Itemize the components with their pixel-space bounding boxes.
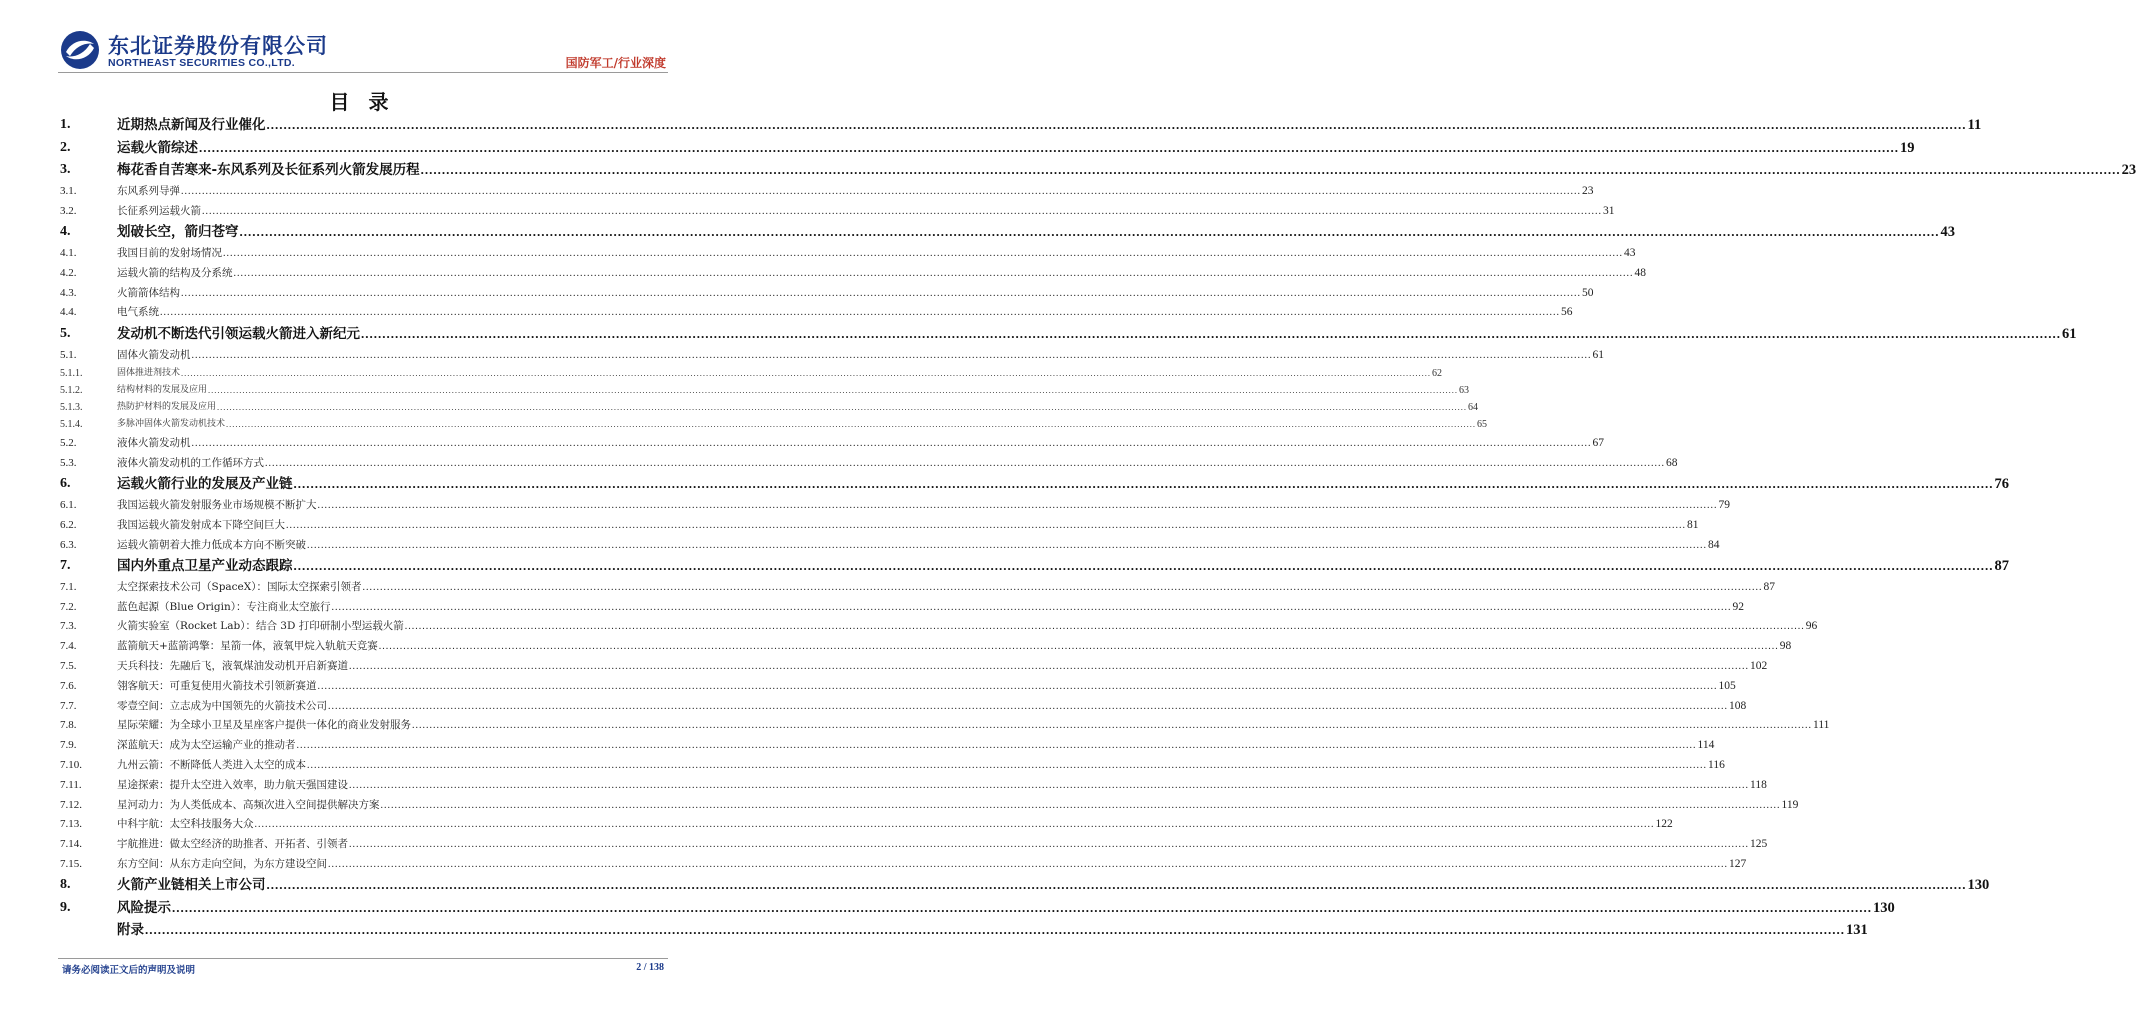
toc-entry-page: 119 — [1781, 798, 1799, 811]
header-divider — [58, 72, 668, 73]
toc-entry-number: 4.3. — [60, 286, 77, 299]
toc-entry[interactable] — [60, 322, 2077, 344]
toc-entry-page: 61 — [1592, 348, 1604, 361]
toc-entry[interactable] — [60, 919, 1868, 941]
toc-entry[interactable] — [60, 181, 1594, 201]
toc-entry-page: 84 — [1708, 538, 1720, 551]
toc-entry-page: 19 — [1900, 139, 1915, 156]
toc-entry[interactable] — [60, 201, 1615, 221]
toc-entry-number: 3. — [60, 162, 71, 178]
toc-dot-leader: ................................................................................................................................................................................................................................................................................................................................................................................................................ — [233, 267, 1634, 279]
toc-entry[interactable] — [60, 696, 1747, 716]
toc-entry-number: 7.7. — [60, 699, 77, 712]
toc-entry-page: 31 — [1603, 204, 1615, 217]
toc-entry[interactable] — [60, 834, 1768, 854]
toc-dot-leader: ................................................................................................................................................................................................................................................................................................................................................................................................................ — [331, 601, 1732, 613]
toc-dot-leader: ................................................................................................................................................................................................................................................................................................................................................................................................................ — [191, 438, 1592, 450]
toc-entry[interactable] — [60, 874, 1990, 896]
toc-dot-leader: ................................................................................................................................................................................................................................................................................................................................................................................................................ — [226, 419, 1477, 430]
toc-entry-page: 81 — [1687, 518, 1699, 531]
toc-dot-leader: ................................................................................................................................................................................................................................................................................................................................................................................................................ — [293, 476, 1994, 492]
toc-entry-title: 电气系统 — [117, 306, 159, 319]
toc-entry-page: 64 — [1468, 402, 1479, 414]
toc-entry-title: 东方空间：从东方走向空间，为东方建设空间 — [117, 858, 327, 870]
toc-entry-page: 130 — [1967, 877, 1990, 894]
toc-entry-title: 宇航推进：做太空经济的助推者、开拓者、引领者 — [117, 838, 348, 851]
toc-entry-title: 近期热点新闻及行业催化 — [117, 117, 266, 134]
toc-entry-page: 118 — [1750, 778, 1767, 791]
toc-dot-leader: ................................................................................................................................................................................................................................................................................................................................................................................................................ — [420, 162, 2121, 178]
toc-entry[interactable] — [60, 433, 1604, 453]
toc-entry-number: 7.15. — [60, 858, 82, 870]
toc-entry[interactable] — [60, 676, 1736, 696]
report-category: 国防军工/行业深度 — [565, 56, 666, 70]
toc-entry-number: 4.2. — [60, 266, 77, 279]
toc-dot-leader: ................................................................................................................................................................................................................................................................................................................................................................................................................ — [145, 922, 1845, 938]
toc-entry-number: 3.1. — [60, 184, 77, 197]
toc-entry-number: 5.1.3. — [60, 402, 83, 414]
toc-entry-number: 5.1.4. — [60, 419, 83, 431]
toc-entry-page: 92 — [1732, 600, 1744, 613]
toc-entry-page: 61 — [2062, 325, 2077, 342]
toc-entry[interactable] — [60, 854, 1747, 874]
toc-entry-number: 7.2. — [60, 600, 77, 613]
toc-entry[interactable] — [60, 473, 2009, 495]
toc-entry-page: 105 — [1718, 679, 1736, 692]
toc-entry-title: 蓝色起源（Blue Origin）：专注商业太空旅行 — [117, 600, 331, 613]
toc-entry-page: 23 — [2121, 162, 2136, 179]
toc-entry-number: 3.2. — [60, 204, 77, 217]
toc-entry[interactable] — [60, 136, 1915, 158]
toc-dot-leader: ................................................................................................................................................................................................................................................................................................................................................................................................................ — [217, 402, 1468, 413]
toc-entry-number: 7.3. — [60, 620, 77, 633]
toc-entry-title: 固体推进剂技术 — [117, 367, 181, 378]
toc-entry-number: 7.5. — [60, 660, 77, 673]
toc-entry-number: 6.1. — [60, 499, 77, 512]
toc-entry-page: 76 — [1994, 476, 2009, 493]
toc-dot-leader: ................................................................................................................................................................................................................................................................................................................................................................................................................ — [328, 700, 1728, 712]
toc-entry-title: 零壹空间：立志成为中国领先的火箭技术公司 — [117, 699, 327, 712]
toc-entry[interactable] — [60, 716, 1830, 736]
toc-entry-page: 102 — [1750, 660, 1768, 673]
toc-entry-number: 7.8. — [60, 719, 77, 732]
toc-entry[interactable] — [60, 416, 1488, 433]
toc-entry-title: 东风系列导弹 — [117, 184, 180, 197]
toc-entry-title: 火箭箭体结构 — [117, 286, 180, 299]
toc-entry-number: 4.4. — [60, 306, 77, 319]
toc-dot-leader: ................................................................................................................................................................................................................................................................................................................................................................................................................ — [239, 224, 1940, 240]
toc-entry-title: 星河动力：为人类低成本、高频次进入空间提供解决方案 — [117, 798, 380, 811]
toc-dot-leader: ................................................................................................................................................................................................................................................................................................................................................................................................................ — [266, 117, 1967, 133]
toc-entry[interactable] — [60, 656, 1768, 676]
toc-dot-leader: ................................................................................................................................................................................................................................................................................................................................................................................................................ — [349, 839, 1749, 851]
toc-entry-title: 风险提示 — [117, 899, 171, 916]
toc-entry-page: 11 — [1967, 117, 1982, 134]
toc-entry[interactable] — [60, 453, 1678, 473]
toc-entry-number: 7. — [60, 558, 71, 574]
toc-entry-page: 48 — [1634, 266, 1646, 279]
footer-divider — [58, 958, 668, 959]
toc-entry-number: 5.1. — [60, 348, 77, 361]
toc-entry-title: 太空探索技术公司（SpaceX）：国际太空探索引领者 — [117, 580, 362, 593]
toc-dot-leader: ................................................................................................................................................................................................................................................................................................................................................................................................................ — [307, 760, 1707, 772]
toc-entry-title: 发动机不断迭代引领运载火箭进入新纪元 — [117, 325, 360, 342]
toc-dot-leader: ................................................................................................................................................................................................................................................................................................................................................................................................................ — [202, 205, 1602, 217]
toc-entry-page: 23 — [1582, 184, 1594, 197]
toc-entry-title: 运载火箭的结构及分系统 — [117, 266, 233, 279]
toc-entry-title: 翎客航天：可重复使用火箭技术引领新赛道 — [117, 679, 317, 692]
toc-entry-page: 131 — [1846, 922, 1868, 939]
toc-entry-title: 运载火箭综述 — [117, 139, 198, 156]
toc-entry[interactable] — [60, 735, 1715, 755]
toc-entry-number: 7.10. — [60, 759, 82, 772]
toc-entry-page: 114 — [1697, 739, 1715, 752]
toc-entry[interactable] — [60, 555, 2009, 577]
toc-entry-title: 星际荣耀：为全球小卫星及星座客户提供一体化的商业发射服务 — [117, 719, 411, 732]
toc-entry-number: 7.4. — [60, 640, 77, 653]
toc-dot-leader: ................................................................................................................................................................................................................................................................................................................................................................................................................ — [296, 740, 1697, 752]
toc-dot-leader: ................................................................................................................................................................................................................................................................................................................................................................................................................ — [307, 539, 1707, 551]
toc-entry-number: 5. — [60, 325, 71, 341]
toc-entry-number: 7.13. — [60, 818, 82, 831]
toc-entry-title: 长征系列运载火箭 — [117, 204, 201, 217]
toc-entry-page: 108 — [1729, 699, 1747, 712]
toc-entry[interactable] — [60, 303, 1573, 323]
toc-entry[interactable] — [60, 159, 2136, 181]
toc-entry-title: 多脉冲固体火箭发动机技术 — [117, 419, 226, 430]
toc-entry-page: 127 — [1729, 858, 1747, 870]
table-of-contents — [60, 114, 2136, 941]
toc-entry[interactable] — [60, 515, 1699, 535]
toc-entry-number: 7.12. — [60, 798, 82, 811]
toc-entry-title: 液体火箭发动机的工作循环方式 — [117, 456, 264, 469]
toc-entry-number: 4. — [60, 224, 71, 240]
toc-dot-leader: ................................................................................................................................................................................................................................................................................................................................................................................................................ — [181, 185, 1581, 197]
toc-dot-leader: ................................................................................................................................................................................................................................................................................................................................................................................................................ — [265, 457, 1665, 469]
toc-entry[interactable] — [60, 283, 1594, 303]
toc-entry-title: 中科宇航：太空科技服务大众 — [117, 818, 254, 831]
toc-entry-number: 6. — [60, 476, 71, 492]
toc-entry-title: 星途探索：提升太空进入效率，助力航天强国建设 — [117, 778, 348, 791]
toc-entry-title: 国内外重点卫星产业动态跟踪 — [117, 558, 293, 575]
toc-entry-title: 附录 — [117, 922, 144, 939]
toc-entry-number: 7.9. — [60, 739, 77, 752]
toc-dot-leader: ................................................................................................................................................................................................................................................................................................................................................................................................................ — [181, 367, 1432, 378]
toc-entry-title: 蓝箭航天+蓝箭鸿擎：星箭一体，液氧甲烷入轨航天竞赛 — [117, 640, 378, 653]
toc-entry-title: 梅花香自苦寒来-东风系列及长征系列火箭发展历程 — [117, 162, 420, 179]
toc-entry-page: 56 — [1561, 306, 1573, 319]
toc-entry[interactable] — [60, 535, 1720, 555]
toc-entry-page: 87 — [1763, 580, 1775, 593]
toc-entry-number: 7.1. — [60, 580, 77, 593]
toc-entry-title: 我国目前的发射场情况 — [117, 246, 222, 259]
toc-entry-page: 122 — [1655, 818, 1673, 831]
toc-entry-title: 固体火箭发动机 — [117, 348, 191, 361]
toc-entry[interactable] — [60, 263, 1646, 283]
toc-entry-number: 6.2. — [60, 518, 77, 531]
toc-entry-number: 8. — [60, 877, 71, 893]
toc-dot-leader: ................................................................................................................................................................................................................................................................................................................................................................................................................ — [328, 859, 1728, 870]
toc-entry-page: 98 — [1779, 640, 1792, 653]
toc-entry[interactable] — [60, 221, 1955, 243]
toc-entry-number: 5.2. — [60, 437, 77, 450]
toc-entry-number: 5.3. — [60, 456, 77, 469]
toc-dot-leader: ................................................................................................................................................................................................................................................................................................................................................................................................................ — [317, 500, 1718, 512]
toc-dot-leader: ................................................................................................................................................................................................................................................................................................................................................................................................................ — [380, 799, 1781, 811]
toc-entry-page: 79 — [1718, 499, 1730, 512]
toc-dot-leader: ................................................................................................................................................................................................................................................................................................................................................................................................................ — [293, 558, 1994, 574]
toc-entry-title: 运载火箭朝着大推力低成本方向不断突破 — [117, 538, 306, 551]
toc-dot-leader: ................................................................................................................................................................................................................................................................................................................................................................................................................ — [378, 641, 1779, 653]
toc-entry-number: 7.14. — [60, 838, 82, 851]
toc-entry-number: 9. — [60, 899, 71, 915]
toc-entry-number: 7.11. — [60, 778, 82, 791]
toc-entry-number: 2. — [60, 139, 71, 155]
toc-entry[interactable] — [60, 243, 1636, 263]
toc-entry[interactable] — [60, 114, 1982, 136]
toc-dot-leader: ................................................................................................................................................................................................................................................................................................................................................................................................................ — [208, 384, 1459, 395]
company-name-cn: 东北证券股份有限公司 — [108, 34, 328, 58]
toc-entry-number: 5.1.2. — [60, 384, 83, 396]
toc-entry[interactable] — [60, 495, 1730, 515]
toc-entry-page: 50 — [1582, 286, 1594, 299]
toc-entry-title: 火箭产业链相关上市公司 — [117, 877, 266, 894]
toc-dot-leader: ................................................................................................................................................................................................................................................................................................................................................................................................................ — [160, 307, 1560, 319]
toc-entry-page: 43 — [1940, 224, 1955, 241]
toc-entry[interactable] — [60, 795, 1799, 815]
toc-dot-leader: ................................................................................................................................................................................................................................................................................................................................................................................................................ — [191, 349, 1592, 361]
toc-entry[interactable] — [60, 755, 1725, 775]
toc-entry[interactable] — [60, 399, 1479, 416]
toc-dot-leader: ................................................................................................................................................................................................................................................................................................................................................................................................................ — [361, 325, 2061, 341]
toc-dot-leader: ................................................................................................................................................................................................................................................................................................................................................................................................................ — [266, 877, 1967, 893]
toc-entry[interactable] — [60, 345, 1604, 365]
toc-entry[interactable] — [60, 597, 1744, 617]
toc-entry-page: 68 — [1666, 456, 1678, 469]
toc-entry-page: 65 — [1477, 419, 1488, 431]
toc-entry[interactable] — [60, 577, 1775, 597]
toc-entry[interactable] — [60, 896, 1895, 918]
toc-entry[interactable] — [60, 617, 1818, 637]
toc-entry-page: 125 — [1750, 838, 1768, 851]
toc-dot-leader: ................................................................................................................................................................................................................................................................................................................................................................................................................ — [199, 139, 1899, 155]
toc-entry-title: 九州云箭：不断降低人类进入太空的成本 — [117, 759, 306, 772]
toc-entry-page: 116 — [1708, 759, 1725, 772]
toc-entry[interactable] — [60, 775, 1767, 795]
toc-entry-title: 液体火箭发动机 — [117, 437, 191, 450]
company-logo-icon — [60, 30, 100, 70]
page-number: 2 / 138 — [636, 962, 664, 973]
toc-entry-title: 深蓝航天：成为太空运输产业的推动者 — [117, 739, 296, 752]
toc-entry-page: 62 — [1432, 367, 1443, 379]
toc-dot-leader: ................................................................................................................................................................................................................................................................................................................................................................................................................ — [286, 519, 1686, 531]
toc-entry[interactable] — [60, 382, 1470, 399]
toc-entry-title: 天兵科技：先融后飞，液氧煤油发动机开启新赛道 — [117, 660, 348, 673]
toc-dot-leader: ................................................................................................................................................................................................................................................................................................................................................................................................................ — [412, 720, 1812, 732]
footer-disclaimer: 请务必阅读正文后的声明及说明 — [62, 965, 196, 976]
toc-dot-leader: ................................................................................................................................................................................................................................................................................................................................................................................................................ — [404, 621, 1805, 633]
toc-dot-leader: ................................................................................................................................................................................................................................................................................................................................................................................................................ — [362, 581, 1763, 593]
toc-entry-page: 96 — [1805, 620, 1818, 633]
toc-entry[interactable] — [60, 815, 1673, 835]
toc-entry-page: 43 — [1624, 246, 1636, 259]
toc-entry-number: 4.1. — [60, 246, 77, 259]
toc-entry-title: 我国运载火箭发射成本下降空间巨大 — [117, 518, 285, 531]
toc-entry-title: 火箭实验室（Rocket Lab）：结合 3D 打印研制小型运载火箭 — [117, 620, 404, 633]
toc-dot-leader: ................................................................................................................................................................................................................................................................................................................................................................................................................ — [181, 287, 1581, 299]
toc-entry-number: 5.1.1. — [60, 367, 83, 379]
toc-entry-number: 7.6. — [60, 679, 77, 692]
toc-entry-title: 运载火箭行业的发展及产业链 — [117, 476, 293, 493]
toc-entry-title: 热防护材料的发展及应用 — [117, 402, 217, 413]
toc-dot-leader: ................................................................................................................................................................................................................................................................................................................................................................................................................ — [349, 779, 1749, 791]
toc-entry-page: 63 — [1459, 384, 1470, 396]
toc-dot-leader: ................................................................................................................................................................................................................................................................................................................................................................................................................ — [349, 661, 1749, 673]
toc-dot-leader: ................................................................................................................................................................................................................................................................................................................................................................................................................ — [172, 899, 1872, 915]
toc-entry-page: 67 — [1592, 437, 1604, 450]
toc-entry-page: 111 — [1813, 719, 1830, 732]
toc-entry-title: 结构材料的发展及应用 — [117, 384, 208, 395]
toc-entry[interactable] — [60, 365, 1443, 382]
toc-dot-leader: ................................................................................................................................................................................................................................................................................................................................................................................................................ — [317, 680, 1718, 692]
toc-entry[interactable] — [60, 636, 1792, 656]
toc-entry-number: 6.3. — [60, 538, 77, 551]
toc-entry-page: 130 — [1873, 899, 1895, 916]
toc-entry-title: 划破长空，箭归苍穹 — [117, 224, 239, 241]
toc-entry-number: 1. — [60, 117, 71, 133]
company-name-en: NORTHEAST SECURITIES CO.,LTD. — [108, 57, 296, 69]
toc-dot-leader: ................................................................................................................................................................................................................................................................................................................................................................................................................ — [223, 247, 1623, 259]
toc-dot-leader: ................................................................................................................................................................................................................................................................................................................................................................................................................ — [254, 819, 1655, 831]
page-header — [0, 0, 724, 80]
toc-entry-page: 87 — [1994, 558, 2009, 575]
toc-entry-title: 我国运载火箭发射服务业市场规模不断扩大 — [117, 499, 317, 512]
toc-title: 目 录 — [329, 90, 395, 114]
